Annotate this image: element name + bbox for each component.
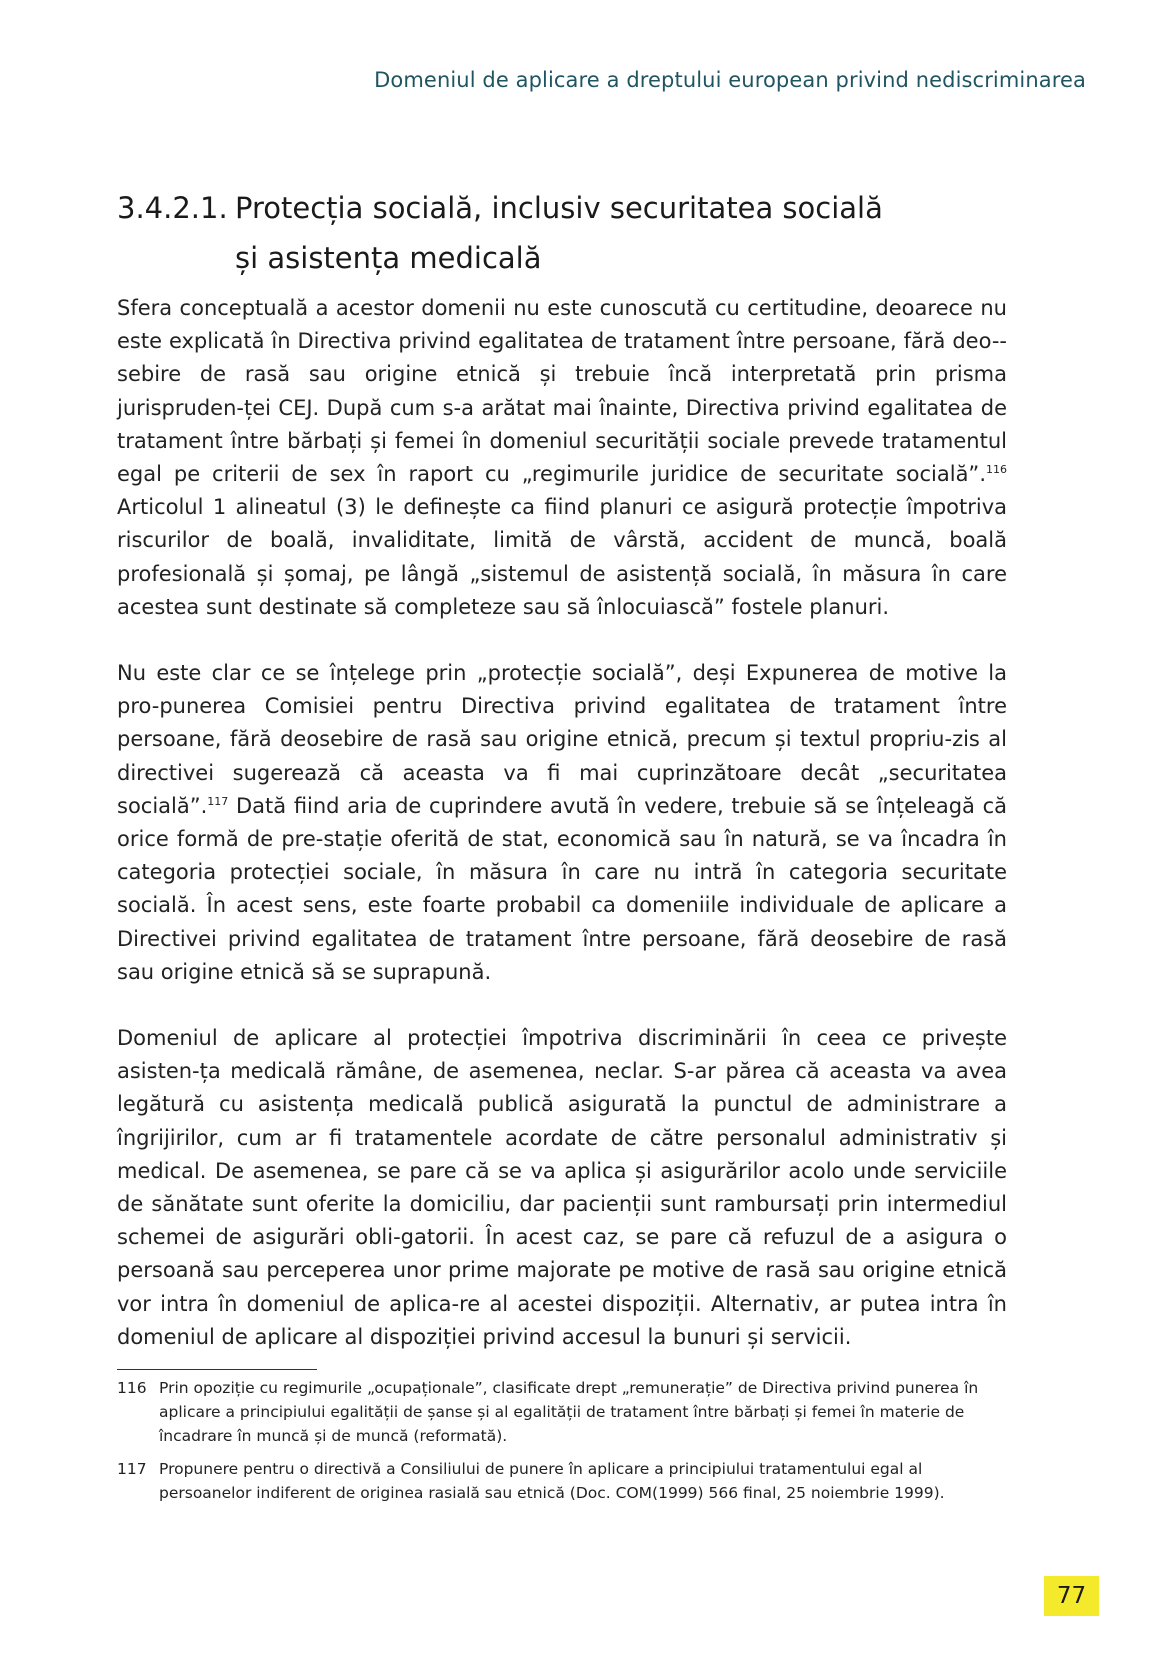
paragraph-text: Articolul 1 alineatul (3) le definește ca fiind planuri ce asigură protecție împotriva riscurilor de boală, invaliditate, limită de vârstă, accident de muncă, boală profesională și șomaj, pe lângă „sistemul de asistență socială, în măsura în care acestea sunt destinate să completeze sau să înlocuiască” fostele planuri. (117, 495, 1007, 619)
section-heading (117, 183, 1017, 283)
footnote (117, 1376, 1007, 1448)
paragraph (117, 292, 1007, 624)
footnote-number: 116 (117, 1379, 147, 1397)
footnote-text: Prin opoziție cu regimurile „ocupaționale”, clasificate drept „remunerație” de Directiva privind punerea în aplicare a principiului egalității de șanse și al egalității de tratament între bărbați și femei în materie de încadrare în muncă și de muncă (reformată). (159, 1379, 979, 1445)
footnote (117, 1457, 1007, 1505)
page-number: 77 (1044, 1576, 1099, 1616)
footnote-text: Propunere pentru o directivă a Consiliului de punere în aplicare a principiului tratamentului egal al persoanelor indiferent de originea rasială sau etnică (Doc. COM(1999) 566 final, 25 noiembrie 1999). (159, 1460, 945, 1502)
paragraph-text: Sfera conceptuală a acestor domenii nu este cunoscută cu certitudine, deoarece nu este explicată în Directiva privind egalitatea de tratament între persoane, fără deo-sebire de rasă sau origine etnică și trebuie încă interpretată prin prisma jurispruden-ței CEJ. După cum s-a arătat mai înainte, Directiva privind egalitatea de tratament între bărbați și femei în domeniul securității sociale prevede tratamentul egal pe criterii de sex în raport cu „regimurile juridice de securitate socială”. (117, 296, 1007, 487)
paragraph (117, 1022, 1007, 1354)
paragraph (117, 657, 1007, 989)
paragraph-text: Nu este clar ce se înțelege prin „protecție socială”, deși Expunerea de motive la pro-punerea Comisiei pentru Directiva privind egalitatea de tratament între persoane, fără deosebire de rasă sau origine etnică, precum și textul propriu-zis al directivei sugerează că aceasta va fi mai cuprinzătoare decât „securitatea socială”. (117, 661, 1007, 818)
footnote-number: 117 (117, 1460, 147, 1478)
footnote-divider (117, 1369, 317, 1370)
footnote-reference: 117 (207, 794, 229, 808)
section-title-line2: și asistența medicală (235, 241, 542, 275)
paragraph-text: Dată fiind aria de cuprindere avută în vedere, trebuie să se înțeleagă că orice formă de pre-stație oferită de stat, economică sau în natură, se va încadra în categoria protecției sociale, în măsura în care nu intră în categoria securitate socială. În acest sens, este foarte probabil ca domeniile individuale de aplicare a Directivei privind egalitatea de tratament între persoane, fără deosebire de rasă sau origine etnică să se suprapună. (117, 793, 1007, 984)
section-title-line1: Protecția socială, inclusiv securitatea socială (235, 191, 883, 225)
body-text (117, 292, 1007, 1387)
footnotes (117, 1376, 1007, 1514)
running-header: Domeniul de aplicare a dreptului european privind nediscriminarea (374, 68, 1086, 92)
section-number: 3.4.2.1. (117, 191, 228, 225)
paragraph-text: Domeniul de aplicare al protecției împotriva discriminării în ceea ce privește asisten-ța medicală rămâne, de asemenea, neclar. S-ar părea că aceasta va avea legătură cu asistența medicală publică asigurată la punctul de administrare a îngrijirilor, cum ar fi tratamentele acordate de către personalul administrativ și medical. De asemenea, se pare că se va aplica și asigurărilor acolo unde serviciile de sănătate sunt oferite la domiciliu, dar pacienții sunt rambursați prin intermediul schemei de asigurări obli-gatorii. În acest caz, se pare că refuzul de a asigura o persoană sau perceperea unor prime majorate pe motive de rasă sau origine etnică vor intra în domeniul de aplica-re al acestei dispoziții. Alternativ, ar putea intra în domeniul de aplicare al dispoziției privind accesul la bunuri și servicii. (117, 1026, 1007, 1349)
footnote-reference: 116 (986, 463, 1007, 477)
